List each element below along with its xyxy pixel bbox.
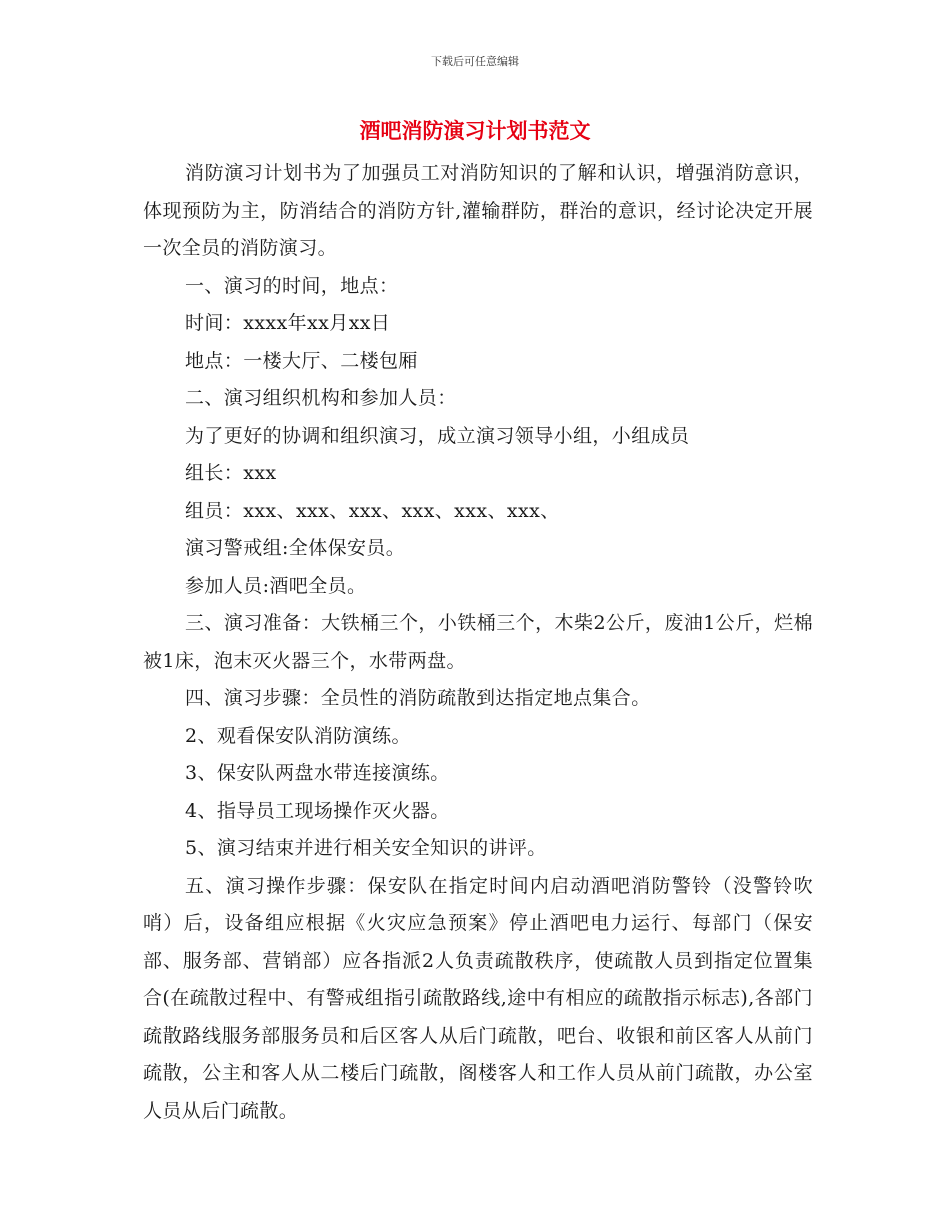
leader-line: 组长：xxx: [185, 462, 277, 484]
section-heading-organization: 二、演习组织机构和参加人员：: [185, 387, 457, 409]
members-line: 组员：xxx、xxx、xxx、xxx、xxx、xxx、: [185, 499, 560, 522]
document-title: 酒吧消防演习计划书范文: [359, 118, 591, 143]
organization-paragraph: 为了更好的协调和组织演习，成立演习领导小组，小组成员: [185, 424, 690, 447]
participants-line: 参加人员:酒吧全员。: [185, 574, 367, 597]
step-3: 3、保安队两盘水带连接演练。: [185, 762, 450, 784]
intro-paragraph: 消防演习计划书为了加强员工对消防知识的了解和认识，增强消防意识，体现预防为主，防消结合的消防方针,灌输群防，群治的意识，经讨论决定开展一次全员的消防演习。: [143, 162, 813, 259]
steps-heading: 四、演习步骤：全员性的消防疏散到达指定地点集合。: [185, 687, 651, 709]
time-line: 时间：xxxx年xx月xx日: [185, 312, 391, 334]
guard-group-line: 演习警戒组:全体保安员。: [185, 537, 406, 559]
preparation-paragraph: 三、演习准备：大铁桶三个，小铁桶三个，木柴2公斤，废油1公斤，烂棉被1床，泡末灭火器三个，水带两盘。: [143, 612, 813, 672]
step-2: 2、观看保安队消防演练。: [185, 724, 411, 747]
section-heading-time-place: 一、演习的时间，地点：: [185, 274, 399, 297]
place-line: 地点：一楼大厅、二楼包厢: [185, 349, 418, 372]
document-body: [143, 155, 813, 1130]
step-5: 5、演习结束并进行相关安全知识的讲评。: [185, 837, 547, 859]
operation-steps-paragraph: 五、演习操作步骤：保安队在指定时间内启动酒吧消防警铃（没警铃吹哨）后，设备组应根据《火灾应急预案》停止酒吧电力运行、每部门（保安部、服务部、营销部）应各指派2人负责疏散秩序，使疏散人员到指定位置集合(在疏散过程中、有警戒组指引疏散路线,途中有相应的疏散指示标志),各部门疏散路线服务部服务员和后区客人从后门疏散，吧台、收银和前区客人从前门疏散，公主和客人从二楼后门疏散，阁楼客人和工作人员从前门疏散，办公室人员从后门疏散。: [143, 874, 813, 1122]
page-header: 下载后可任意编辑: [431, 55, 519, 68]
step-4: 4、指导员工现场操作灭火器。: [185, 799, 450, 822]
